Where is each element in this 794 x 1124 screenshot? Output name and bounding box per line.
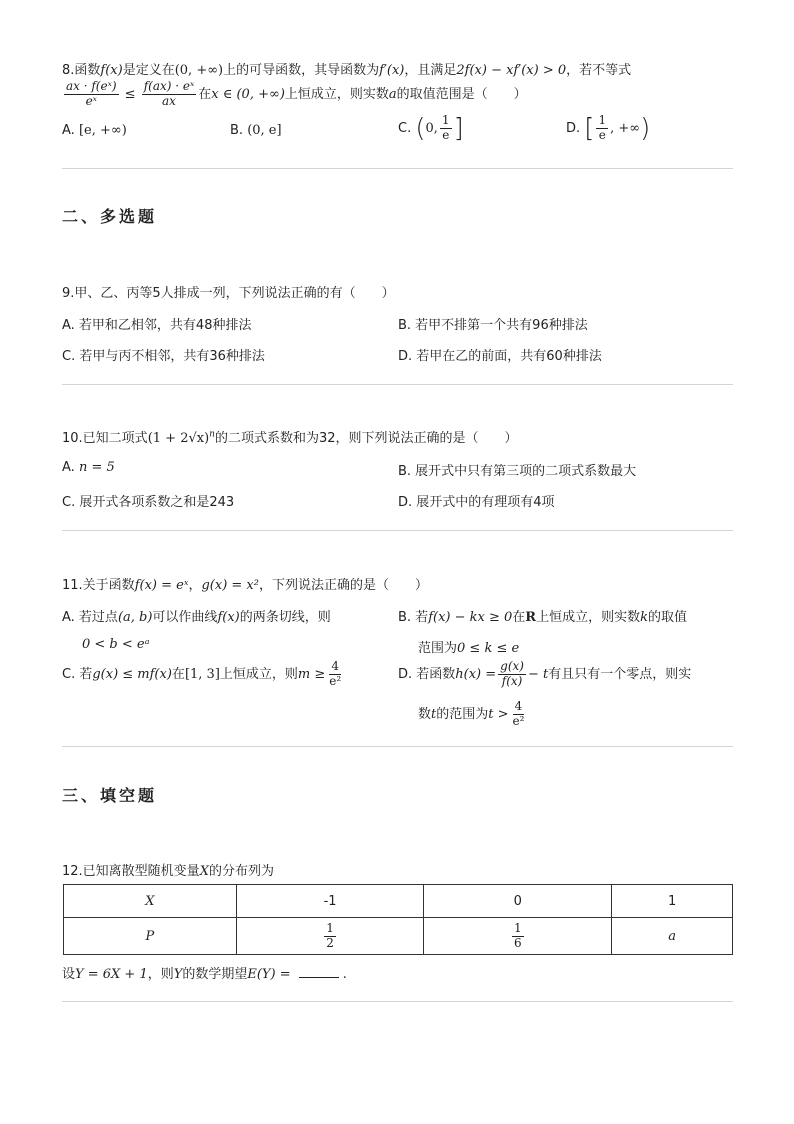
q8-option-d[interactable]: D. [ $\frac{1}{e}$ , +∞) (566, 113, 651, 144)
q8-stem-line2: $\frac{\text{ax · f(eˣ)}}{\text{eˣ}}$ ≤ $\frac{\text{f(ax) · eˣ}}{ax}$ 在x ∈ (0, +∞)上恒成立，则实数a的取值范围是（ ） (66, 79, 527, 108)
divider (62, 746, 733, 747)
table-cell: 1 (612, 885, 733, 918)
table-row (64, 885, 733, 918)
table-row (64, 918, 733, 955)
q11-option-c[interactable]: C. 若g(x) ≤ mf(x)在[1, 3]上恒成立，则m ≥ $\frac{4}{\text{e²}}$ (62, 659, 342, 688)
table-cell: -1 (236, 885, 424, 918)
section-title-fill-in: 三、填空题 (62, 786, 158, 805)
q9-option-a[interactable]: A. 若甲和乙相邻，共有48种排法 (62, 318, 252, 333)
distribution-table (63, 884, 733, 955)
table-cell: $\frac{1}{2}$ (236, 918, 424, 955)
section-title-multiple-choice: 二、多选题 (62, 207, 158, 226)
table-cell: 0 (424, 885, 612, 918)
divider (62, 384, 733, 385)
q8-option-c[interactable]: C. (0, $\frac{1}{e}$ ] (398, 113, 464, 144)
q11-option-d-cont: 数t的范围为t > $\frac{4}{\text{e²}}$ (418, 699, 525, 728)
table-cell: $\frac{1}{6}$ (424, 918, 612, 955)
q12-stem: 12.已知离散型随机变量X的分布列为 (62, 864, 274, 879)
q8-lhs-fraction: $\frac{\text{ax · f(eˣ)}}{\text{eˣ}}$ (66, 79, 117, 108)
q8-stem-line1: 8.函数f(x)是定义在(0, +∞)上的可导函数，其导函数为f′(x)，且满足2f(x) − xf′(x) > 0，若不等式 (62, 63, 632, 78)
q11-option-d[interactable]: D. 若函数h(x) = $\frac{g(x)}{f(x)}$ − t有且只有一个零点，则实 (398, 659, 692, 688)
q10-option-a[interactable]: A. n = 5 (62, 460, 115, 475)
q10-option-d[interactable]: D. 展开式中的有理项有4项 (398, 495, 555, 510)
q9-option-d[interactable]: D. 若甲在乙的前面，共有60种排法 (398, 349, 602, 364)
q10-option-c[interactable]: C. 展开式各项系数之和是243 (62, 495, 235, 510)
q11-option-a-cont: 0 < b < eᵃ (82, 637, 150, 652)
divider (62, 530, 733, 531)
q10-option-b[interactable]: B. 展开式中只有第三项的二项式系数最大 (398, 464, 637, 479)
table-cell: X (64, 885, 237, 918)
q12-question: 设Y = 6X + 1，则Y的数学期望E(Y) = . (62, 967, 347, 982)
table-cell: a (612, 918, 733, 955)
q10-stem: 10.已知二项式$(1 + 2√x)^n$的二项式系数和为32，则下列说法正确的是（ ） (62, 429, 518, 446)
q8-option-a[interactable]: A. [e, +∞) (62, 123, 127, 138)
q11-option-b[interactable]: B. 若f(x) − kx ≥ 0在R上恒成立，则实数k的取值 (398, 610, 688, 625)
q11-option-b-cont: 范围为0 ≤ k ≤ e (418, 641, 520, 656)
q11-stem: 11.关于函数f(x) = eˣ，g(x) = x²，下列说法正确的是（ ） (62, 578, 428, 593)
q8-option-b[interactable]: B. (0, e] (230, 123, 282, 138)
divider (62, 168, 733, 169)
answer-blank[interactable] (299, 965, 339, 978)
q11-option-a[interactable]: A. 若过点(a, b)可以作曲线f(x)的两条切线，则 (62, 610, 331, 625)
q8-rhs-fraction: $\frac{\text{f(ax) · eˣ}}{ax}$ (143, 79, 195, 108)
q9-option-c[interactable]: C. 若甲与丙不相邻，共有36种排法 (62, 349, 265, 364)
q9-option-b[interactable]: B. 若甲不排第一个共有96种排法 (398, 318, 588, 333)
q9-stem: 9.甲、乙、丙等5人排成一列，下列说法正确的有（ ） (62, 286, 395, 301)
table-cell: P (64, 918, 237, 955)
divider (62, 1001, 733, 1002)
